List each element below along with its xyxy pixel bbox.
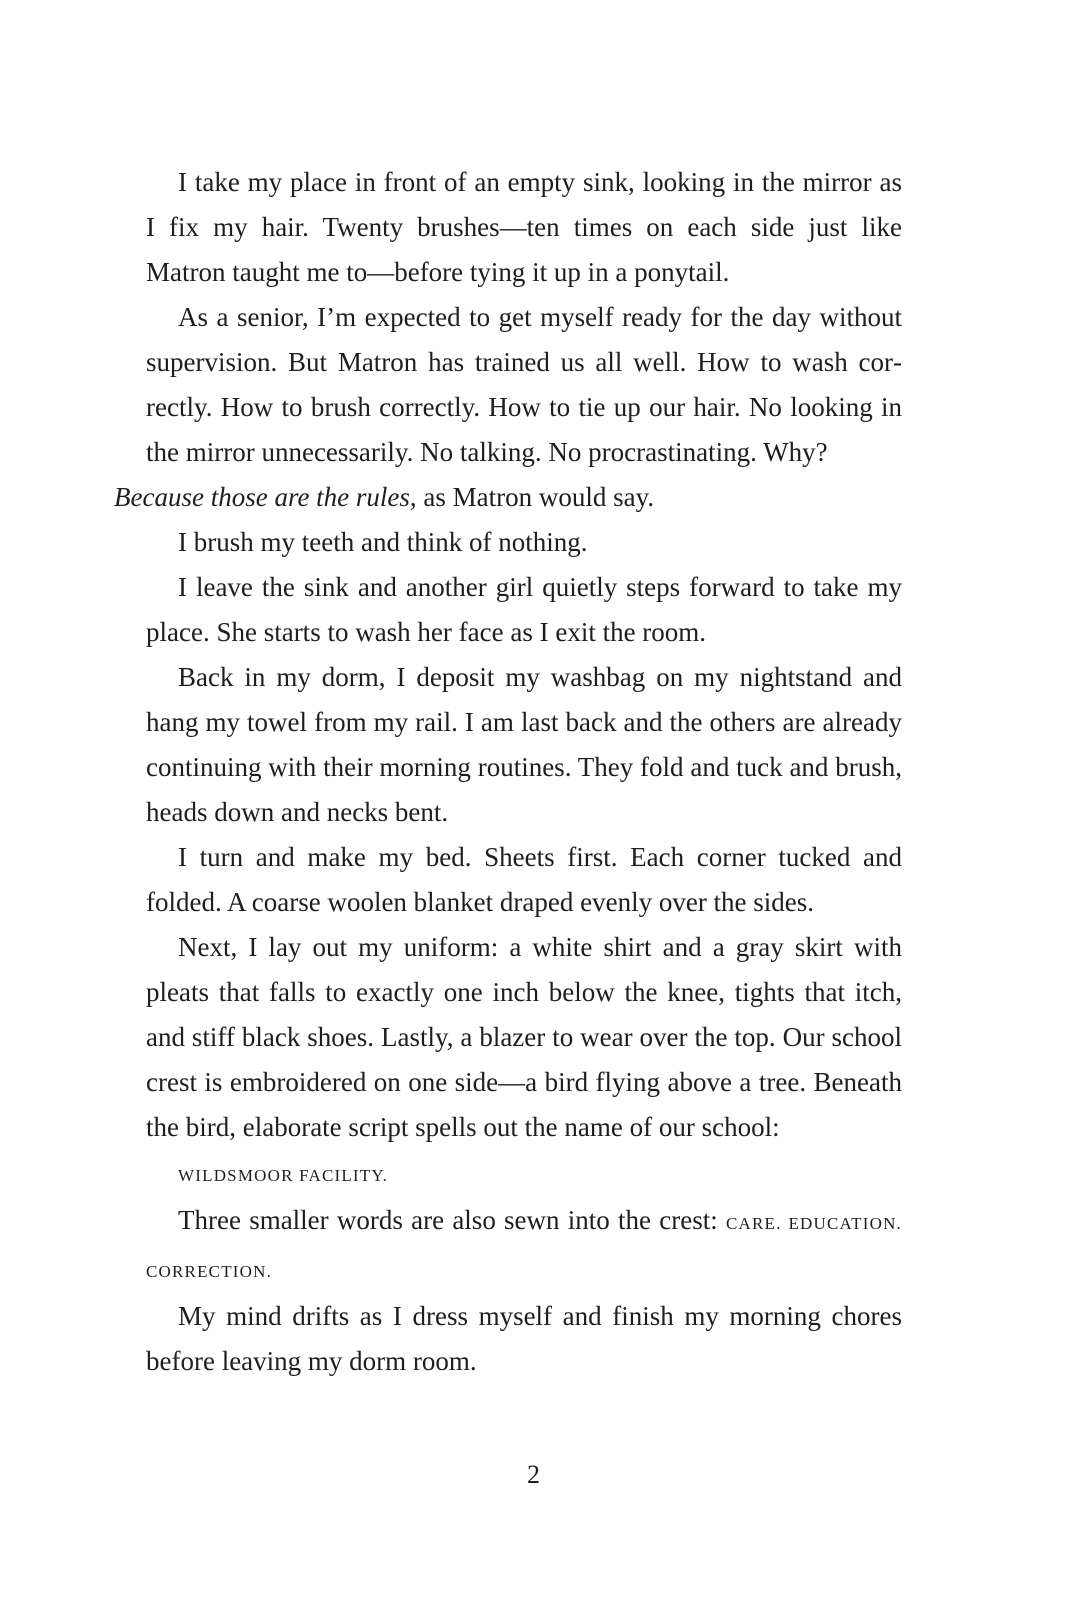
page-number: 2 <box>527 1460 540 1489</box>
paragraph-text: Three smaller words are also sewn into the crest: <box>178 1205 726 1235</box>
paragraph: I brush my teeth and think of nothing. <box>178 527 588 557</box>
paragraph: Back in my dorm, I deposit my washbag on my nightstand and hang my towel from my rail. I am last back and the others are already continuing with their morning routines. They fold and tuck and brush, heads down and necks bent. <box>146 662 902 827</box>
school-name: WILDSMOOR FACILITY. <box>178 1166 389 1185</box>
paragraph: My mind drifts as I dress myself and finish my morning chores before leaving my dorm room. <box>146 1301 902 1376</box>
paragraph <box>146 1198 902 1294</box>
paragraph-text: , as Matron would say. <box>409 482 655 512</box>
paragraph <box>114 295 902 520</box>
italic-text: Because those are the rules <box>114 482 410 512</box>
body-text <box>114 160 902 1384</box>
paragraph-text: As a senior, I’m expected to get myself ready for the day without supervision. But Matron has trained us all well. How to wash correctly. How to brush correctly. How to tie up our hair. No looking in the mirror unnecessarily. No talking. No procrastinating. Why? <box>146 302 902 467</box>
paragraph: Next, I lay out my uniform: a white shirt and a gray skirt with pleats that falls to exactly one inch below the knee, tights that itch, and stiff black shoes. Lastly, a blazer to wear over the top. Our school crest is embroidered on one side—a bird flying above a tree. Beneath the bird, elaborate script spells out the name of our school: <box>146 932 902 1142</box>
paragraph <box>146 1150 902 1198</box>
paragraph: I take my place in front of an empty sink, looking in the mirror as I fix my hair. Twenty brushes—ten times on each side just like Matron taught me to—before tying it up in a ponytail. <box>146 167 902 287</box>
crest-words: CARE. EDUCATION. CORRECTION. <box>146 1214 902 1281</box>
paragraph: I leave the sink and another girl quietly steps forward to take my place. She starts to wash her face as I exit the room. <box>146 572 902 647</box>
paragraph: I turn and make my bed. Sheets first. Each corner tucked and folded. A coarse woolen blanket draped evenly over the sides. <box>146 842 902 917</box>
